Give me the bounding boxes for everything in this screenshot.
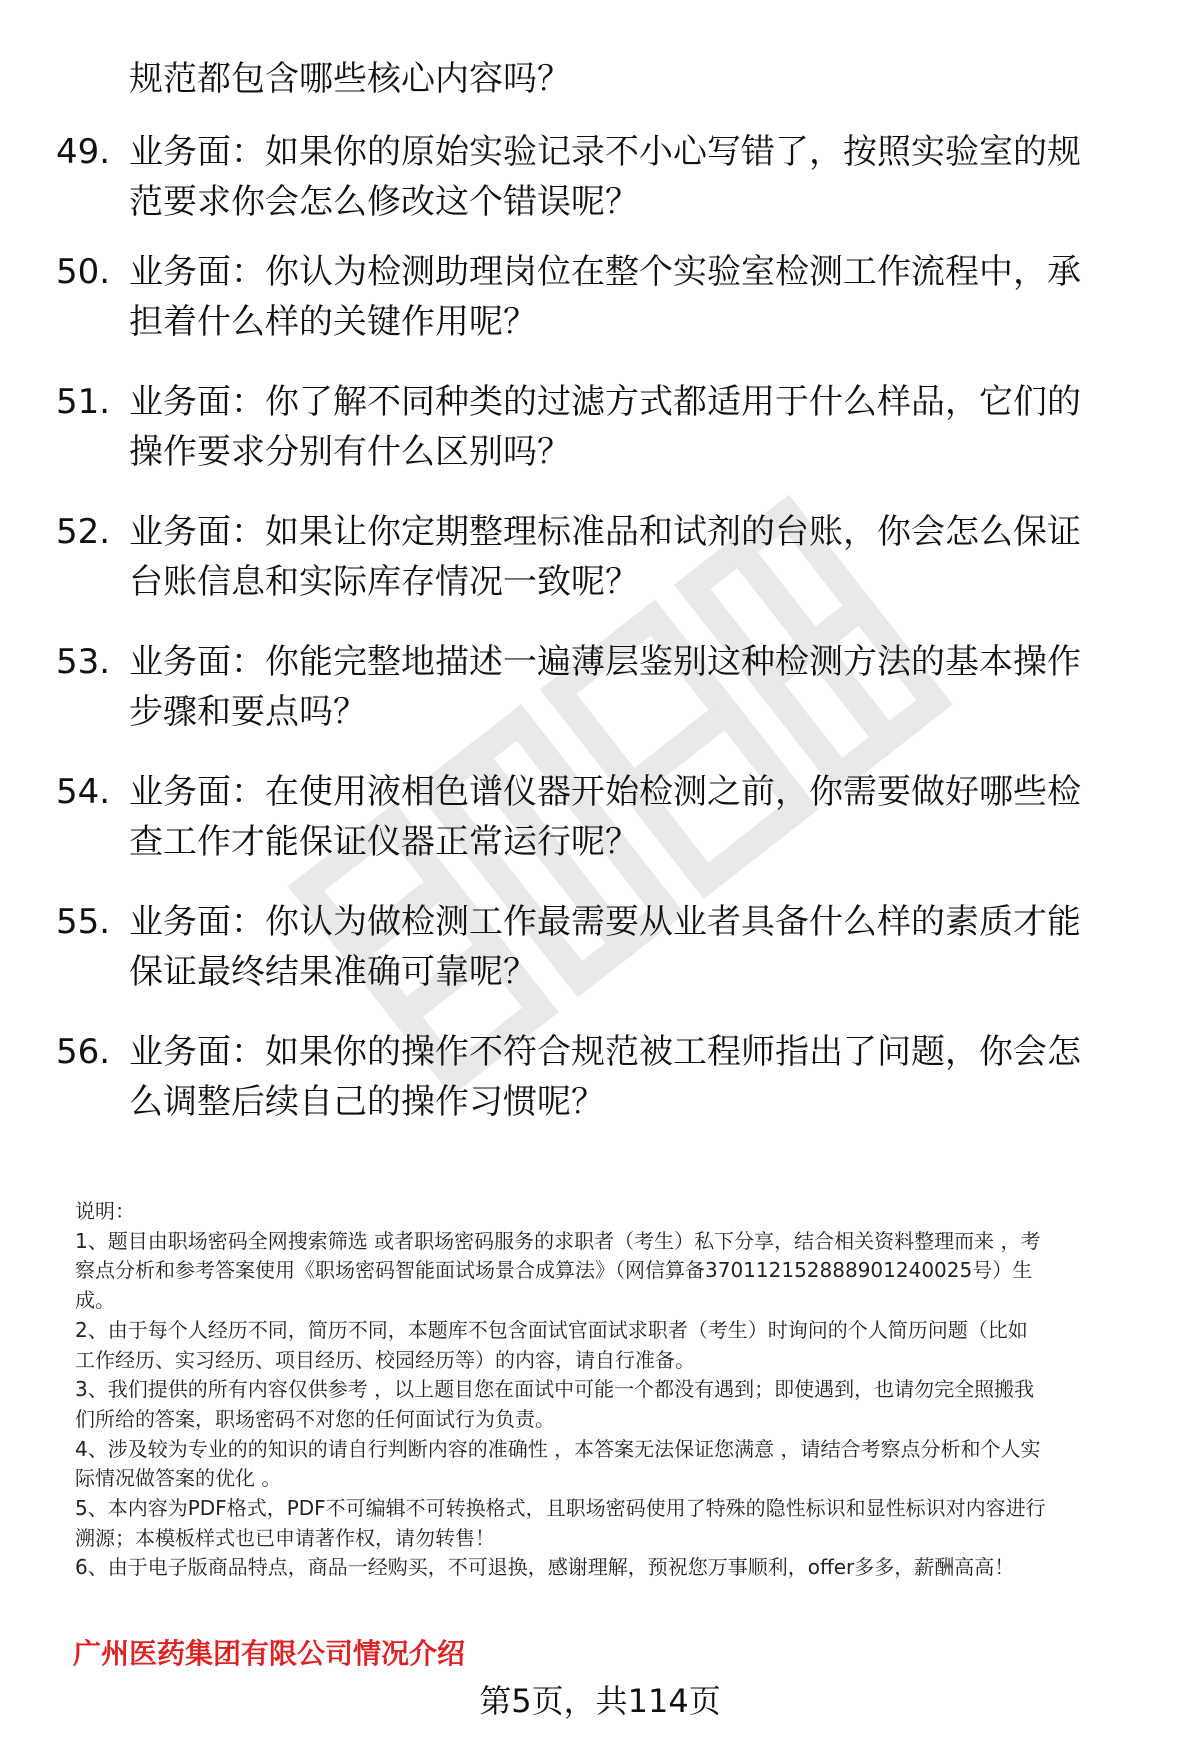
- notes-line: 察点分析和参考答案使用《职场密码智能面试场景合成算法》（网信算备370112152888901240025号）生: [75, 1258, 1033, 1283]
- question-line: 业务面：在使用液相色谱仪器开始检测之前，你需要做好哪些检: [129, 772, 1081, 812]
- question-line: 操作要求分别有什么区别吗？: [129, 432, 571, 472]
- question-number: 52.: [56, 512, 111, 552]
- question-line: 台账信息和实际库存情况一致呢？: [129, 562, 639, 602]
- notes-line: 成。: [75, 1288, 115, 1313]
- question-number: 50.: [56, 252, 111, 292]
- question-line: 业务面：你认为做检测工作最需要从业者具备什么样的素质才能: [129, 902, 1081, 942]
- company-intro-link[interactable]: 广州医药集团有限公司情况介绍: [73, 1638, 466, 1669]
- question-number: 55.: [56, 902, 111, 942]
- page-indicator: 第5页，共114页: [479, 1682, 721, 1720]
- question-line: 业务面：如果让你定期整理标准品和试剂的台账，你会怎么保证: [129, 512, 1081, 552]
- question-line: 么调整后续自己的操作习惯呢？: [129, 1082, 605, 1122]
- question-line: 保证最终结果准确可靠呢？: [129, 952, 537, 992]
- notes-line: 2、由于每个人经历不同，简历不同，本题库不包含面试官面试求职者（考生）时询问的个人简历问题（比如: [75, 1317, 1028, 1342]
- question-line: 业务面：如果你的操作不符合规范被工程师指出了问题，你会怎: [129, 1032, 1081, 1072]
- question-line: 业务面：如果你的原始实验记录不小心写错了，按照实验室的规: [129, 132, 1081, 172]
- notes-line: 4、涉及较为专业的的知识的请自行判断内容的准确性 ，本答案无法保证您满意 ，请结合考察点分析和个人实: [75, 1436, 1041, 1461]
- question-number: 54.: [56, 772, 111, 812]
- question-number: 49.: [56, 132, 111, 172]
- notes-line: 溯源；本模板样式也已申请著作权，请勿转售！: [75, 1525, 495, 1550]
- notes-line: 6、由于电子版商品特点，商品一经购买，不可退换，感谢理解，预祝您万事顺利，offer多多，薪酬高高！: [75, 1555, 1015, 1580]
- question-line: 规范都包含哪些核心内容吗？: [129, 59, 571, 99]
- question-line: 查工作才能保证仪器正常运行呢？: [129, 822, 639, 862]
- notes-line: 1、题目由职场密码全网搜索筛选 或者职场密码服务的求职者（考生）私下分享，结合相关资料整理而来 ，考: [75, 1228, 1041, 1253]
- notes-line: 5、本内容为PDF格式，PDF不可编辑不可转换格式，且职场密码使用了特殊的隐性标识和显性标识对内容进行: [75, 1496, 1046, 1521]
- question-line: 范要求你会怎么修改这个错误呢？: [129, 182, 639, 222]
- notes-line: 3、我们提供的所有内容仅供参考 ，以上题目您在面试中可能一个都没有遇到；即使遇到，也请勿完全照搬我: [75, 1377, 1035, 1402]
- question-number: 53.: [56, 642, 111, 682]
- question-line: 业务面：你了解不同种类的过滤方式都适用于什么样品，它们的: [129, 382, 1081, 422]
- question-line: 步骤和要点吗？: [129, 692, 367, 732]
- notes-heading: 说明：: [75, 1199, 135, 1223]
- question-number: 51.: [56, 382, 111, 422]
- question-line: 担着什么样的关键作用呢？: [129, 302, 537, 342]
- question-number: 56.: [56, 1032, 111, 1072]
- disclaimer-notes: [75, 1197, 1155, 1583]
- notes-line: 际情况做答案的优化 。: [75, 1466, 282, 1491]
- notes-line: 们所给的答案，职场密码不对您的任何面试行为负责。: [75, 1406, 555, 1431]
- question-line: 业务面：你认为检测助理岗位在整个实验室检测工作流程中，承: [129, 252, 1081, 292]
- notes-line: 工作经历、实习经历、项目经历、校园经历等）的内容，请自行准备。: [75, 1347, 695, 1372]
- question-line: 业务面：你能完整地描述一遍薄层鉴别这种检测方法的基本操作: [129, 642, 1081, 682]
